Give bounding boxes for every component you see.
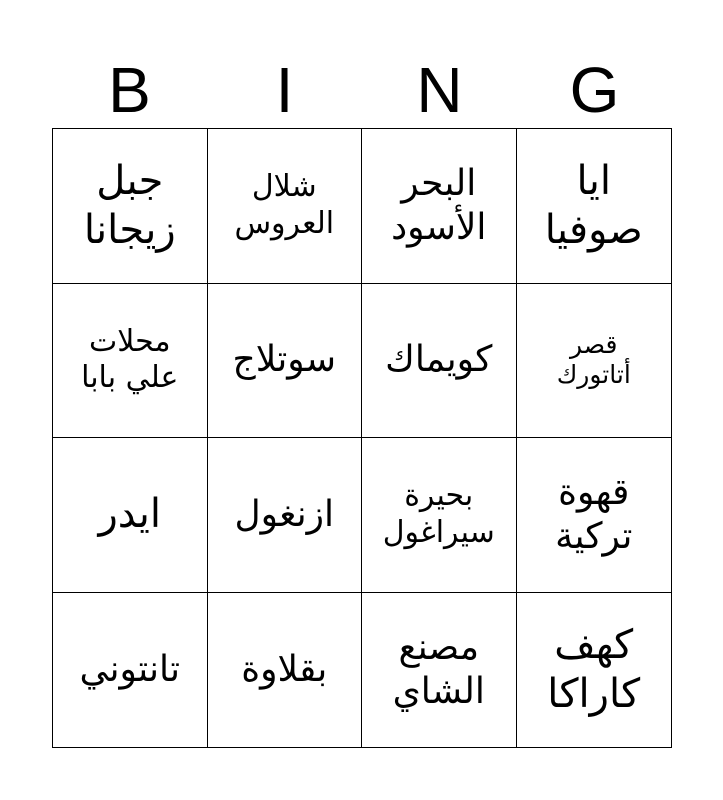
cell-label: ايدر bbox=[98, 491, 162, 538]
header-letter-b: B bbox=[108, 54, 151, 126]
bingo-cell-r1-c0[interactable] bbox=[53, 284, 208, 439]
cell-label: كويماك bbox=[385, 339, 493, 381]
bingo-cell-r3-c2[interactable] bbox=[362, 593, 517, 748]
bingo-cell-r1-c2[interactable] bbox=[362, 284, 517, 439]
bingo-cell-r3-c3[interactable] bbox=[517, 593, 672, 748]
cell-label: بحيرة سيراغول bbox=[382, 478, 495, 550]
cell-label: محلات علي بابا bbox=[81, 323, 179, 396]
cell-label: ازنغول bbox=[234, 493, 335, 535]
bingo-cell-r2-c0[interactable] bbox=[53, 438, 208, 593]
bingo-board bbox=[52, 128, 672, 748]
bingo-cell-r3-c0[interactable] bbox=[53, 593, 208, 748]
bingo-cell-r0-c0[interactable] bbox=[53, 129, 208, 284]
cell-label: قصر أتاتورك bbox=[556, 329, 631, 390]
bingo-cell-r0-c2[interactable] bbox=[362, 129, 517, 284]
cell-label: قهوة تركية bbox=[555, 471, 633, 557]
cell-label: ايا صوفيا bbox=[544, 157, 643, 253]
bingo-cell-r2-c1[interactable] bbox=[208, 438, 363, 593]
cell-label: تانتوني bbox=[79, 648, 180, 690]
bingo-cell-r0-c3[interactable] bbox=[517, 129, 672, 284]
bingo-cell-r0-c1[interactable] bbox=[208, 129, 363, 284]
bingo-header bbox=[52, 52, 672, 128]
bingo-cell-r1-c1[interactable] bbox=[208, 284, 363, 439]
cell-label: كهف كاراكا bbox=[547, 621, 641, 717]
cell-label: شلال العروس bbox=[234, 169, 335, 241]
header-letter-i: I bbox=[275, 54, 294, 126]
bingo-cell-r2-c2[interactable] bbox=[362, 438, 517, 593]
bingo-cell-r2-c3[interactable] bbox=[517, 438, 672, 593]
cell-label: بقلاوة bbox=[241, 648, 328, 690]
cell-label: البحر الأسود bbox=[391, 162, 487, 248]
cell-label: جبل زيجانا bbox=[83, 157, 176, 253]
header-letter-n: N bbox=[416, 54, 463, 126]
bingo-cell-r3-c1[interactable] bbox=[208, 593, 363, 748]
bingo-cell-r1-c3[interactable] bbox=[517, 284, 672, 439]
header-letter-g: G bbox=[569, 54, 620, 126]
cell-label: مصنع الشاي bbox=[392, 626, 485, 712]
cell-label: سوتلاج bbox=[232, 339, 336, 381]
